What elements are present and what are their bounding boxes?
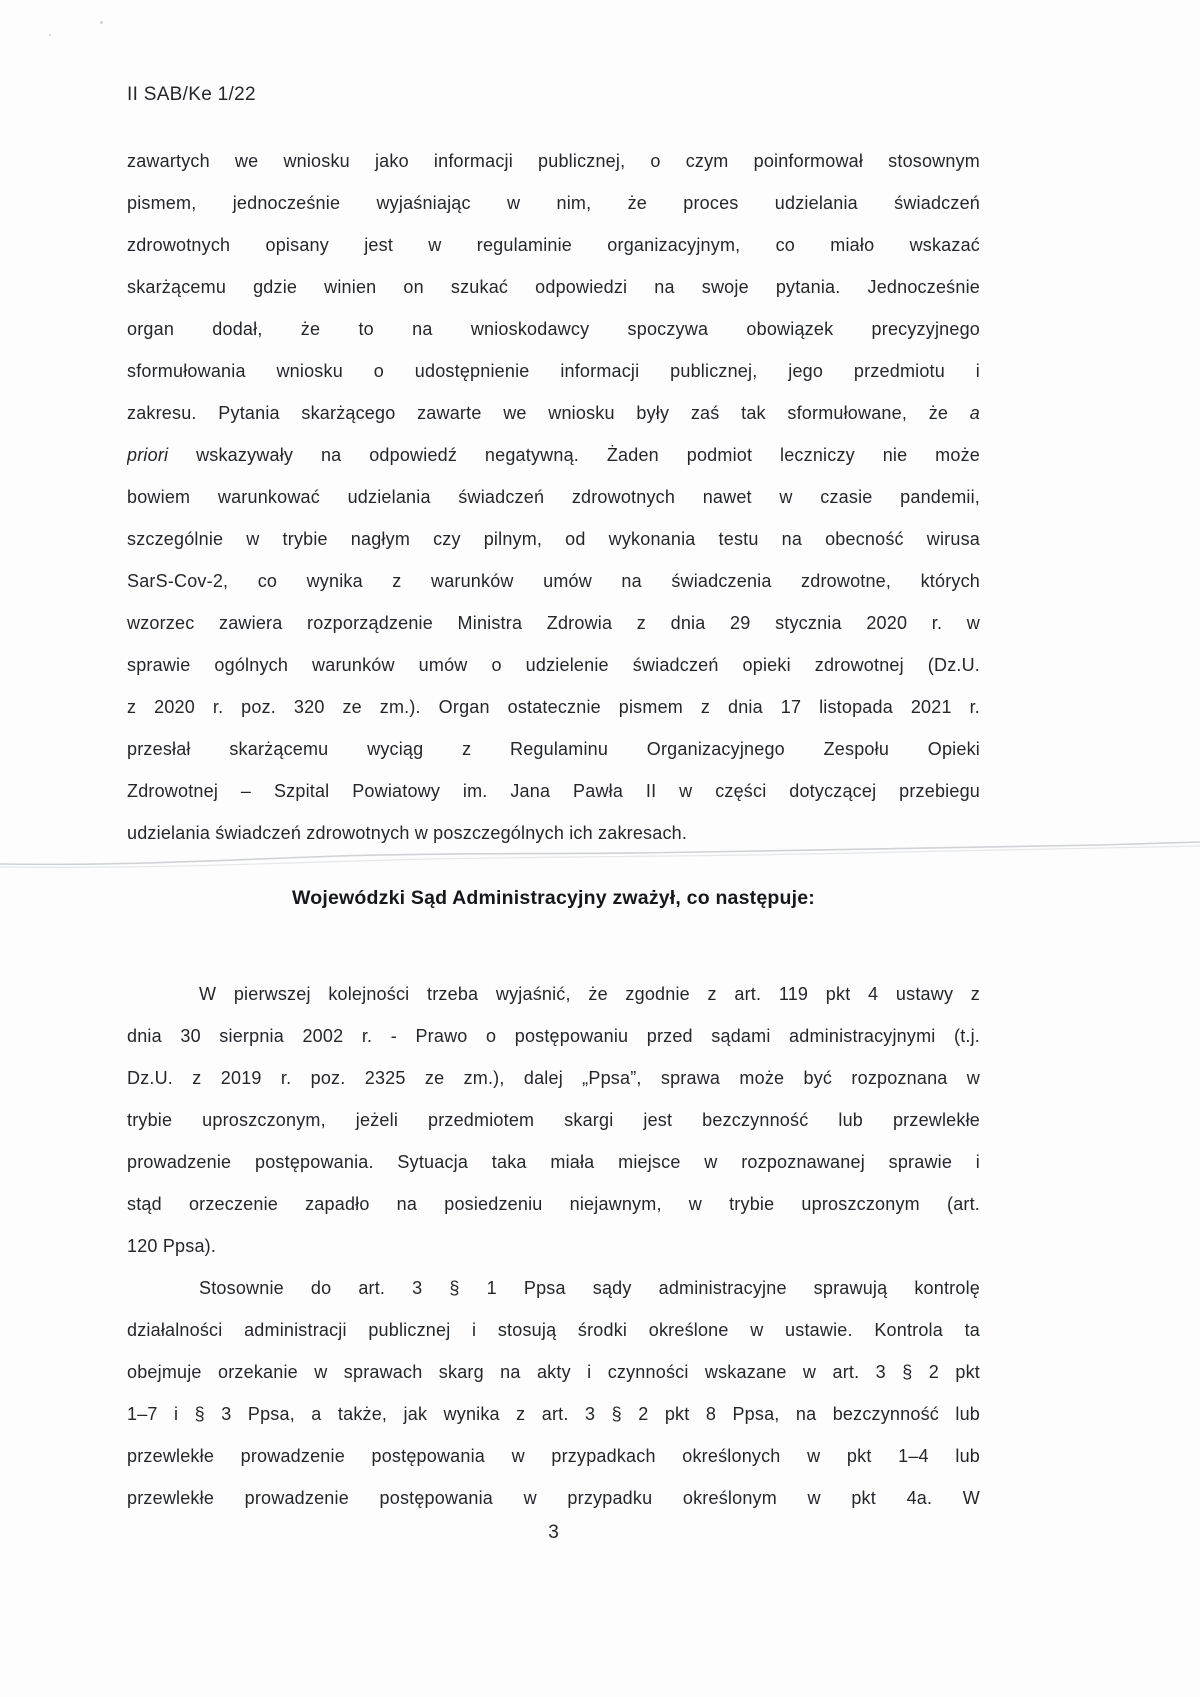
text-run: obejmuje orzekanie w sprawach skarg na akty i czynności wskazane w art. 3 § 2 pkt [127,1362,980,1382]
scan-speck [100,21,103,24]
text-run: dnia 30 sierpnia 2002 r. - Prawo o postępowaniu przed sądami administracyjnymi (t.j. [127,1026,980,1046]
section-heading: Wojewódzki Sąd Administracyjny zważył, co następuje: [292,887,815,909]
text-line [127,560,980,602]
text-run: skarżącemu gdzie winien on szukać odpowiedzi na swoje pytania. Jednocześnie [127,277,980,297]
text-run: przewlekłe prowadzenie postępowania w przypadkach określonych w pkt 1–4 lub [127,1446,980,1466]
text-run: Zdrowotnej – Szpital Powiatowy im. Jana Pawła II w części dotyczącej przebiegu [127,781,980,801]
case-number: II SAB/Ke 1/22 [127,84,256,105]
text-run: organ dodał, że to na wnioskodawcy spoczywa obowiązek precyzyjnego [127,319,980,339]
text-line [127,518,980,560]
italic-text: priori [127,445,169,465]
text-line [127,140,980,182]
text-line [127,1477,980,1519]
text-line [127,266,980,308]
text-line [127,1015,980,1057]
text-run: działalności administracji publicznej i stosują środki określone w ustawie. Kontrola ta [127,1320,980,1340]
text-line [127,686,980,728]
text-run: wzorzec zawiera rozporządzenie Ministra Zdrowia z dnia 29 stycznia 2020 r. w [127,613,980,633]
text-line [127,434,980,476]
text-run: W pierwszej kolejności trzeba wyjaśnić, że zgodnie z art. 119 pkt 4 ustawy z [199,984,980,1004]
italic-text: a [969,403,980,423]
document-body [127,140,980,1519]
text-line [127,728,980,770]
text-line [127,1183,980,1225]
text-run: 1–7 i § 3 Ppsa, a także, jak wynika z art. 3 § 2 pkt 8 Ppsa, na bezczynność lub [127,1404,980,1424]
text-line [127,602,980,644]
page-number: 3 [548,1522,559,1543]
paragraph-facts [127,140,980,854]
text-line [127,1351,980,1393]
paragraph-simplified-procedure [127,973,980,1267]
text-line [127,1099,980,1141]
text-run: 120 Ppsa). [127,1236,217,1256]
text-line [127,1435,980,1477]
text-run: Dz.U. z 2019 r. poz. 2325 ze zm.), dalej „Ppsa”, sprawa może być rozpoznana w [127,1068,980,1088]
text-run: z 2020 r. poz. 320 ze zm.). Organ ostatecznie pismem z dnia 17 listopada 2021 r. [127,697,980,717]
text-run: przewlekłe prowadzenie postępowania w przypadku określonym w pkt 4a. W [127,1488,980,1508]
text-run: pismem, jednocześnie wyjaśniając w nim, że proces udzielania świadczeń [127,193,980,213]
text-line [127,1393,980,1435]
text-line [127,476,980,518]
scan-speck [49,34,51,36]
text-run: przesłał skarżącemu wyciąg z Regulaminu Organizacyjnego Zespołu Opieki [127,739,980,759]
text-run: wskazywały na odpowiedź negatywną. Żaden podmiot leczniczy nie może [168,445,980,465]
text-line [127,1267,980,1309]
text-run: zdrowotnych opisany jest w regulaminie organizacyjnym, co miało wskazać [127,235,980,255]
text-run: zakresu. Pytania skarżącego zawarte we wniosku były zaś tak sformułowane, że [127,403,970,423]
text-line [127,1141,980,1183]
text-line [127,973,980,1015]
text-run: trybie uproszczonym, jeżeli przedmiotem skargi jest bezczynność lub przewlekłe [127,1110,980,1130]
text-run: udzielania świadczeń zdrowotnych w poszczególnych ich zakresach. [127,823,688,843]
text-line [127,308,980,350]
text-line [127,1225,980,1267]
text-run: prowadzenie postępowania. Sytuacja taka miała miejsce w rozpoznawanej sprawie i [127,1152,980,1172]
text-run: sformułowania wniosku o udostępnienie informacji publicznej, jego przedmiotu i [127,361,980,381]
text-run: Stosownie do art. 3 § 1 Ppsa sądy administracyjne sprawują kontrolę [199,1278,980,1298]
text-line [127,812,980,854]
text-run: szczególnie w trybie nagłym czy pilnym, od wykonania testu na obecność wirusa [127,529,980,549]
text-run: sprawie ogólnych warunków umów o udzielenie świadczeń opieki zdrowotnej (Dz.U. [127,655,980,675]
text-line [127,224,980,266]
text-line [127,1057,980,1099]
text-run: stąd orzeczenie zapadło na posiedzeniu niejawnym, w trybie uproszczonym (art. [127,1194,980,1214]
text-run: zawartych we wniosku jako informacji publicznej, o czym poinformował stosownym [127,151,980,171]
text-line [127,644,980,686]
text-run: SarS-Cov-2, co wynika z warunków umów na świadczenia zdrowotne, których [127,571,980,591]
text-line [127,392,980,434]
text-line [127,770,980,812]
text-line [127,350,980,392]
text-run: bowiem warunkować udzielania świadczeń zdrowotnych nawet w czasie pandemii, [127,487,980,507]
text-line [127,1309,980,1351]
paragraph-court-control [127,1267,980,1519]
text-line [127,182,980,224]
